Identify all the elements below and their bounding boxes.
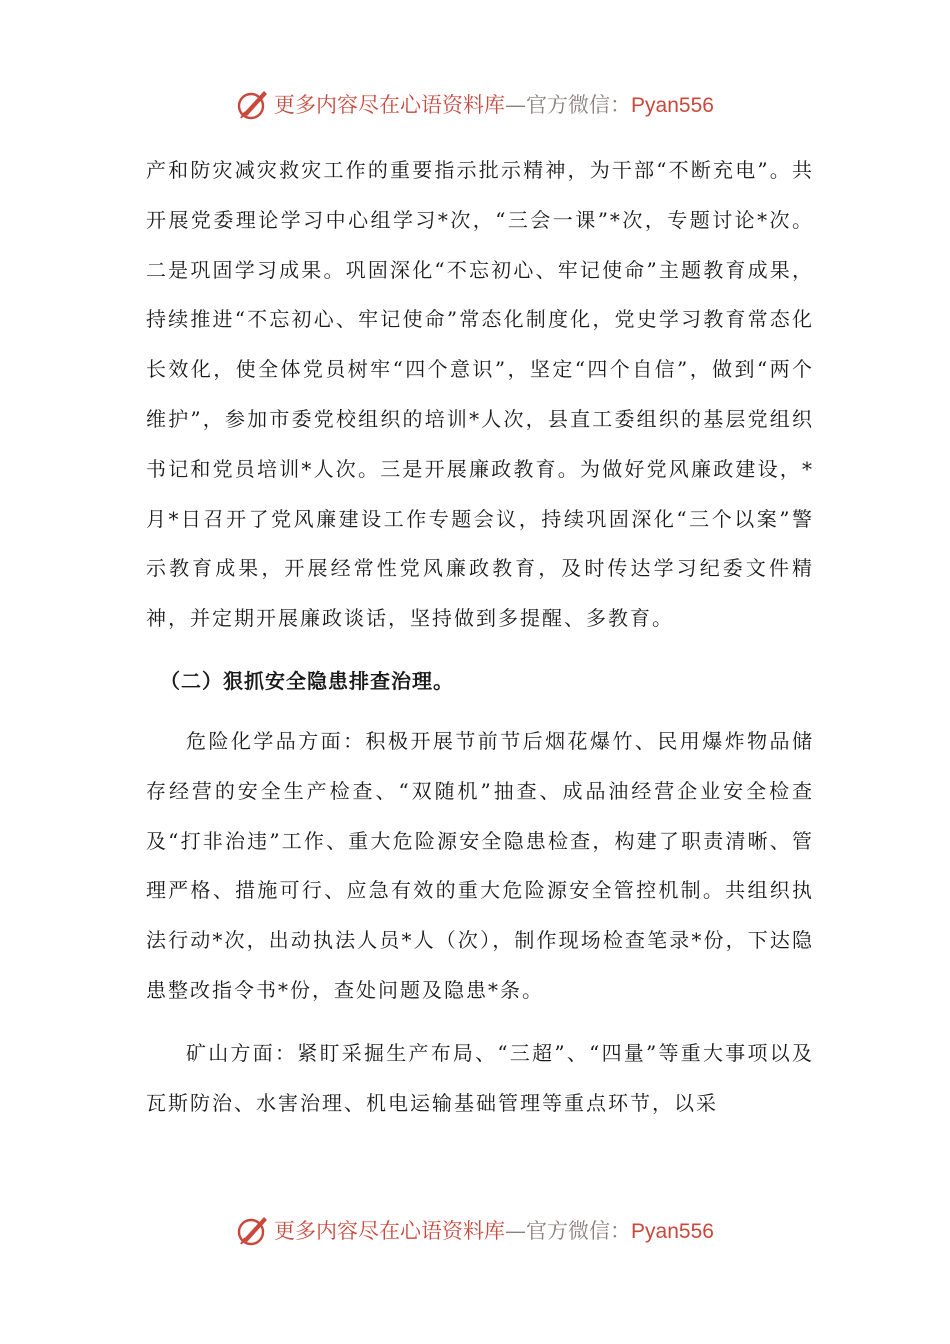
footer-watermark-banner xyxy=(0,1210,950,1250)
section-heading-safety-hazard: （二）狠抓安全隐患排查治理。 xyxy=(160,668,454,693)
quill-pen-logo-icon xyxy=(236,87,270,121)
banner-text xyxy=(274,1215,714,1245)
quill-pen-logo-icon xyxy=(236,1213,270,1247)
banner-wechat-label: 官方微信： xyxy=(526,93,632,117)
document-body xyxy=(146,146,814,1128)
banner-dash: — xyxy=(505,93,527,117)
banner-dash: — xyxy=(505,1219,527,1243)
header-watermark-banner xyxy=(0,84,950,124)
paragraph-study-education: 产和防灾减灾救灾工作的重要指示批示精神，为干部“不断充电”。共开展党委理论学习中心组学习*次，“三会一课”*次，专题讨论*次。二是巩固学习成果。巩固深化“不忘初心、牢记使命”主题教育成果，持续推进“不忘初心、牢记使命”常态化制度化，党史学习教育常态化长效化，使全体党员树牢“四个意识”，坚定“四个自信”，做到“两个维护”，参加市委党校组织的培训*人次，县直工委组织的基层党组织书记和党员培训*人次。三是开展廉政教育。为做好党风廉政建设，*月*日召开了党风廉建设工作专题会议，持续巩固深化“三个以案”警示教育成果，开展经常性党风廉政教育，及时传达学习纪委文件精神，并定期开展廉政谈话，坚持做到多提醒、多教育。 xyxy=(146,158,814,631)
banner-wechat-label: 官方微信： xyxy=(526,1219,632,1243)
paragraph-mining: 矿山方面：紧盯采掘生产布局、“三超”、“四量”等重大事项以及瓦斯防治、水害治理、机电运输基础管理等重点环节，以采 xyxy=(146,1040,814,1115)
banner-text xyxy=(274,89,714,119)
paragraph-hazardous-chemicals: 危险化学品方面：积极开展节前节后烟花爆竹、民用爆炸物品储存经营的安全生产检查、“双随机”抽查、成品油经营企业安全检查及“打非治违”工作、重大危险源安全隐患检查，构建了职责清晰、管理严格、措施可行、应急有效的重大危险源安全管控机制。共组织执法行动*次，出动执法人员*人（次），制作现场检查笔录*份，下达隐患整改指令书*份，查处问题及隐患*条。 xyxy=(146,728,814,1002)
banner-wechat-id: Pyan556 xyxy=(631,1220,714,1243)
banner-library-name: 更多内容尽在心语资料库 xyxy=(274,1219,506,1243)
banner-wechat-id: Pyan556 xyxy=(631,94,714,117)
banner-library-name: 更多内容尽在心语资料库 xyxy=(274,93,506,117)
